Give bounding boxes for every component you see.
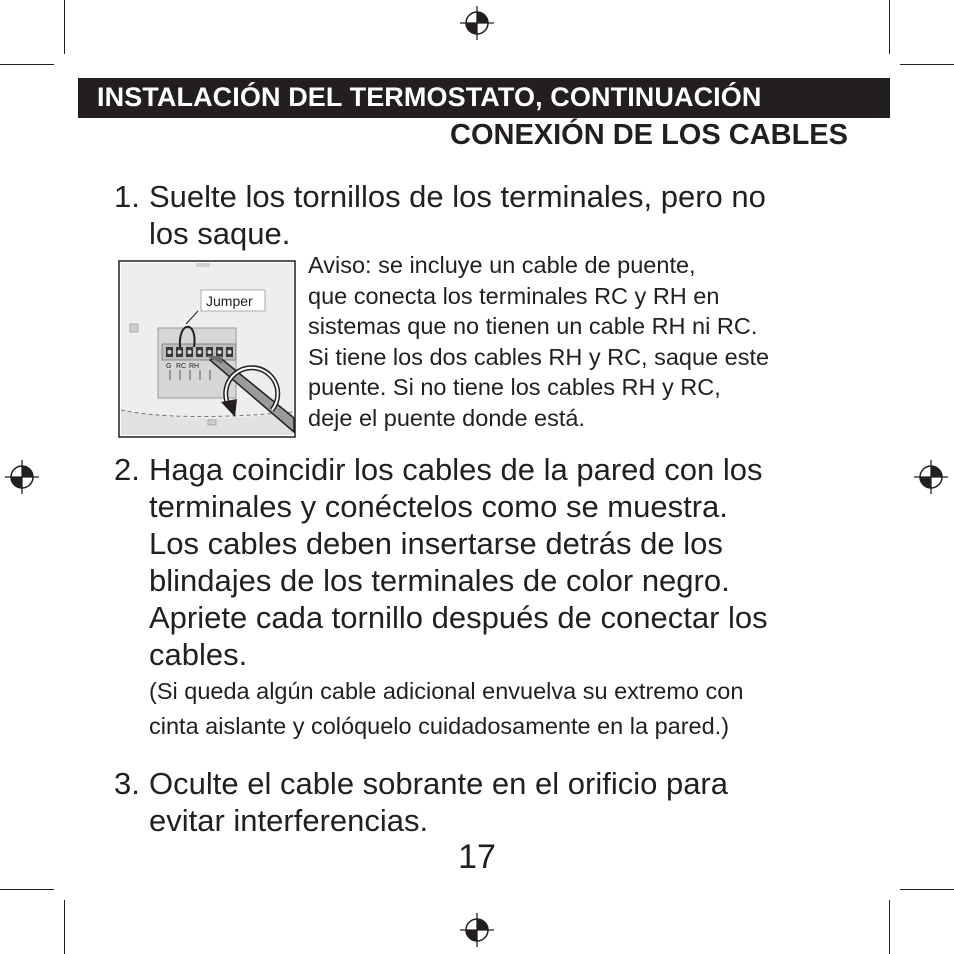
step-number: 3.: [114, 766, 140, 801]
step-number: 1.: [114, 179, 140, 214]
step-2-note: [149, 674, 743, 744]
terminal-label-rh: RH: [189, 363, 200, 370]
note-line: sistemas que no tienen un cable RH ni RC.: [308, 313, 758, 339]
subsection-title: CONEXIÓN DE LOS CABLES: [450, 119, 848, 151]
section-header-bar: [78, 78, 890, 118]
step-line: los saque.: [149, 216, 291, 251]
step-3: [114, 765, 844, 839]
step-line: Los cables deben insertarse detrás de los: [149, 526, 723, 561]
note-line: Aviso: se incluye un cable de puente,: [308, 252, 696, 278]
note-line: puente. Si no tiene los cables RH y RC,: [308, 374, 721, 400]
note-line: que conecta los terminales RC y RH en: [308, 282, 720, 309]
crop-mark-bottom-left: [64, 900, 65, 954]
step-2: [114, 451, 844, 673]
registration-mark-icon: [460, 913, 494, 947]
thermostat-terminal-diagram: [118, 260, 296, 438]
jumper-note: [308, 250, 868, 433]
step-line: Haga coincidir los cables de la pared con los: [149, 452, 763, 487]
crop-mark-bottom-right: [889, 900, 890, 954]
crop-mark-top-left: [64, 0, 65, 54]
crop-mark-top-right: [889, 0, 890, 54]
crop-mark-bottom-left-h: [0, 889, 54, 890]
note-line: deje el puente donde está.: [308, 404, 586, 431]
section-title: INSTALACIÓN DEL TERMOSTATO, CONTINUACIÓN: [97, 82, 762, 112]
note-line: (Si queda algún cable adicional envuelva su extremo con: [149, 678, 744, 704]
note-line: Si tiene los dos cables RH y RC, saque este: [308, 343, 770, 370]
step-1: [114, 178, 844, 252]
crop-mark-bottom-right-h: [900, 889, 954, 890]
terminal-label-g: G: [166, 363, 172, 370]
crop-mark-top-right-h: [900, 64, 954, 65]
step-number: 2.: [114, 452, 140, 487]
step-line: cables.: [149, 637, 248, 672]
step-line: Suelte los tornillos de los terminales, pero no: [149, 179, 766, 214]
step-line: blindajes de los terminales de color negro.: [149, 563, 730, 598]
terminal-label-rc: RC: [176, 363, 187, 370]
note-line: cinta aislante y colóquelo cuidadosamente en la pared.): [149, 713, 730, 739]
registration-mark-icon: [5, 460, 39, 494]
page-number: 17: [458, 838, 496, 876]
registration-mark-icon: [460, 6, 494, 40]
registration-mark-icon: [914, 460, 948, 494]
step-line: terminales y conéctelos como se muestra.: [149, 489, 728, 524]
jumper-label: Jumper: [206, 293, 253, 309]
crop-mark-top-left-h: [0, 64, 54, 65]
step-line: evitar interferencias.: [149, 803, 429, 838]
step-line: Oculte el cable sobrante en el orificio para: [149, 766, 728, 801]
step-line: Apriete cada tornillo después de conectar los: [149, 600, 768, 635]
